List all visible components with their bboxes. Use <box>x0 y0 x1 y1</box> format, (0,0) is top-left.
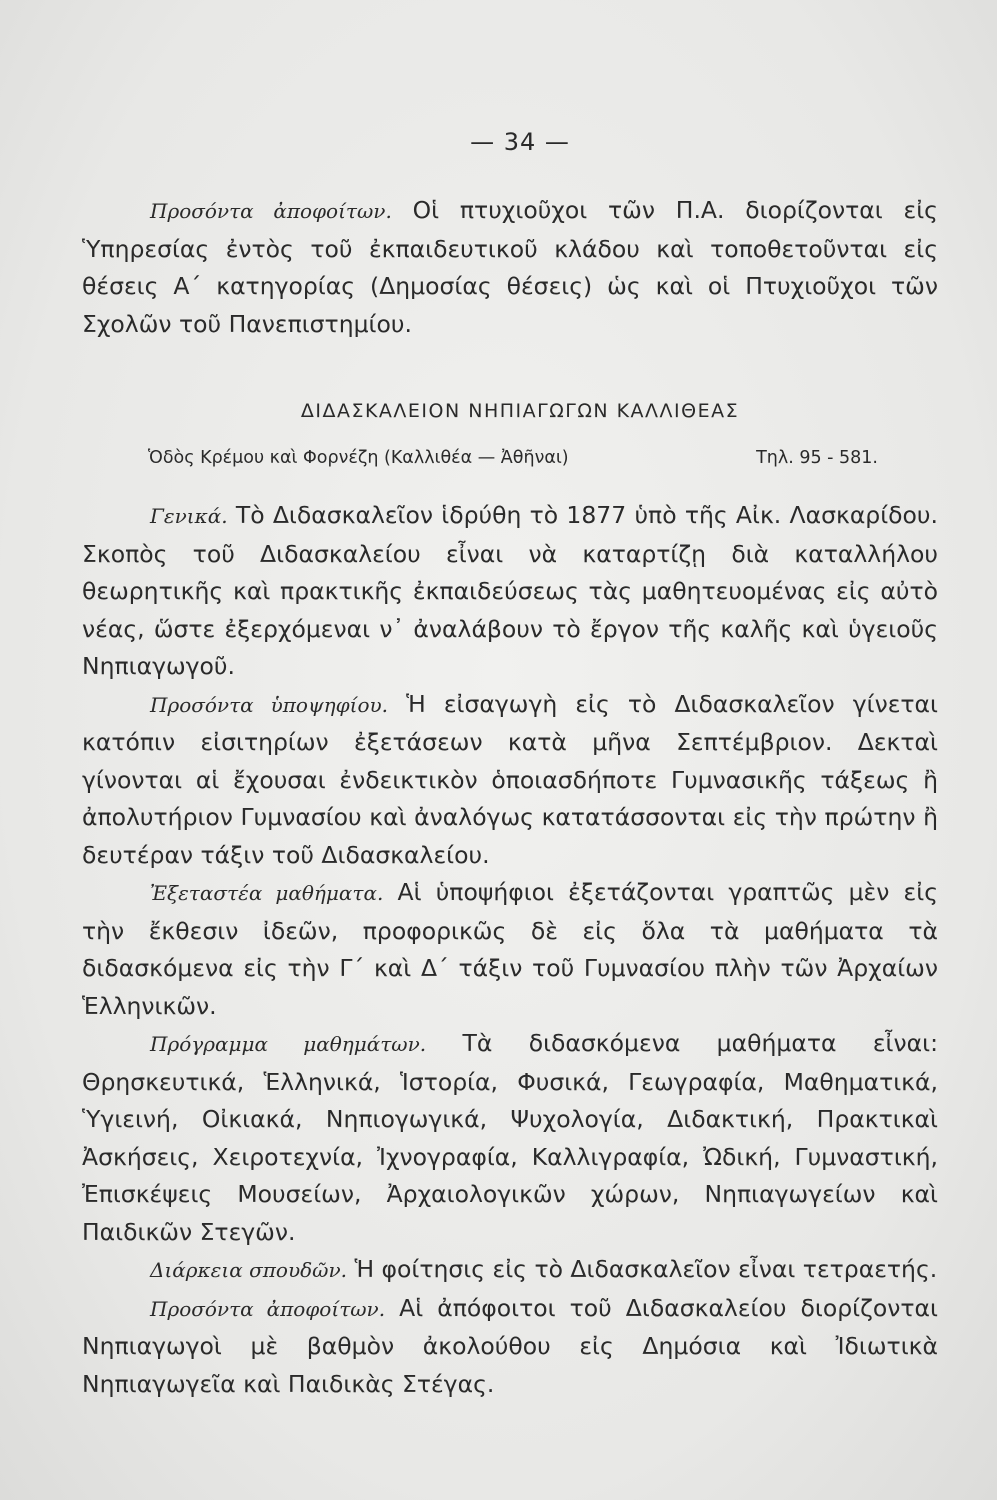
intro-lead: Προσόντα ἀποφοίτων. <box>150 199 392 223</box>
section-text: Ἡ εἰσαγωγὴ εἰς τὸ Διδασκαλεῖον γίνεται κατόπιν εἰσιτηρίων ἐξετάσεων κατὰ μῆνα Σεπτέμβριον. Δεκταὶ γίνονται αἱ ἔχουσαι ἐνδεικτικὸν ὁποιασδήποτε Γυμνασικῆς τάξεως ἢ ἀπολυτήριον Γυμνασίου καὶ ἀναλόγως κατατάσσονται εἰς τὴν πρώτην ἢ δευτέραν τάξιν τοῦ Διδασκαλείου. <box>82 689 938 869</box>
section-curriculum <box>82 1025 938 1251</box>
institution-address: Ὁδὸς Κρέμου καὶ Φορνέζη (Καλλιθέα — Ἀθῆναι) <box>148 448 569 468</box>
section-lead: Διάρκεια σπουδῶν. <box>150 1258 347 1282</box>
intro-paragraph <box>82 192 938 343</box>
section-graduate-qualifications <box>82 1290 938 1404</box>
section-lead: Προσόντα ὑποψηφίου. <box>150 692 389 717</box>
section-lead: Προσόντα ἀποφοίτων. <box>150 1296 386 1321</box>
sections-block <box>82 497 938 1403</box>
institution-address-line <box>148 448 878 468</box>
institution-title: ΔΙΔΑΣΚΑΛΕΙΟΝ ΝΗΠΙΑΓΩΓΩΝ ΚΑΛΛΙΘΕΑΣ <box>300 400 740 422</box>
section-text: Ἡ φοίτησις εἰς τὸ Διδασκαλεῖον εἶναι τετραετής. <box>346 1255 938 1283</box>
institution-phone: Τηλ. 95 - 581. <box>756 448 878 468</box>
section-lead: Πρόγραμμα μαθημάτων. <box>150 1032 427 1056</box>
section-lead: Γενικά. <box>150 504 228 528</box>
section-exam-subjects <box>82 874 938 1025</box>
section-lead: Ἐξεταστέα μαθήματα. <box>150 881 384 905</box>
intro-text: Οἱ πτυχιοῦχοι τῶν Π.Α. διορίζονται εἰς Ὑπηρεσίας ἐντὸς τοῦ ἐκπαιδευτικοῦ κλάδου καὶ τοποθετοῦνται εἰς θέσεις Α΄ κατηγορίας (Δημοσίας θέσεις) ὡς καὶ οἱ Πτυχιοῦχοι τῶν Σχολῶν τοῦ Πανεπιστημίου. <box>82 196 938 338</box>
section-text: Τὰ διδασκόμενα μαθήματα εἶναι: Θρησκευτικά, Ἑλληνικά, Ἱστορία, Φυσικά, Γεωγραφία, Μαθηματικά, Ὑγιεινή, Οἰκιακά, Νηπιογωγικά, Ψυχολογία, Διδακτική, Πρακτικαὶ Ἀσκήσεις, Χειροτεχνία, Ἰχνογραφία, Καλλιγραφία, Ὠδική, Γυμναστική, Ἐπισκέψεις Μουσείων, Ἀρχαιολογικῶν χώρων, Νηπιαγωγείων καὶ Παιδικῶν Στεγῶν. <box>82 1029 938 1246</box>
section-duration <box>82 1251 938 1290</box>
section-general <box>82 497 938 686</box>
intro-block <box>82 192 938 343</box>
section-text: Αἱ ἀπόφοιτοι τοῦ Διδασκαλείου διορίζονται Νηπιαγωγοὶ μὲ βαθμὸν ἀκολούθου εἰς Δημόσια καὶ Ἰδιωτικὰ Νηπιαγωγεῖα καὶ Παιδικὰς Στέγας. <box>82 1293 938 1398</box>
page-number: — 34 — <box>470 128 570 156</box>
section-text: Τὸ Διδασκαλεῖον ἱδρύθη τὸ 1877 ὑπὸ τῆς Αἰκ. Λασκαρίδου. Σκοπὸς τοῦ Διδασκαλείου εἶναι νὰ καταρτίζῃ διὰ καταλλήλου θεωρητικῆς καὶ πρακτικῆς ἐκπαιδεύσεως τὰς μαθητευομένας εἰς αὐτὸ νέας, ὥστε ἐξερχόμεναι ν᾿ ἀναλάβουν τὸ ἔργον τῆς καλῆς καὶ ὑγειοῦς Νηπιαγωγοῦ. <box>82 501 938 680</box>
section-candidate-qualifications <box>82 686 938 875</box>
section-text: Αἱ ὑποψήφιοι ἐξετάζονται γραπτῶς μὲν εἰς τὴν ἔκθεσιν ἰδεῶν, προφορικῶς δὲ εἰς ὅλα τὰ μαθήματα τὰ διδασκόμενα εἰς τὴν Γ΄ καὶ Δ΄ τάξιν τοῦ Γυμνασίου πλὴν τῶν Ἀρχαίων Ἑλληνικῶν. <box>82 878 938 1020</box>
